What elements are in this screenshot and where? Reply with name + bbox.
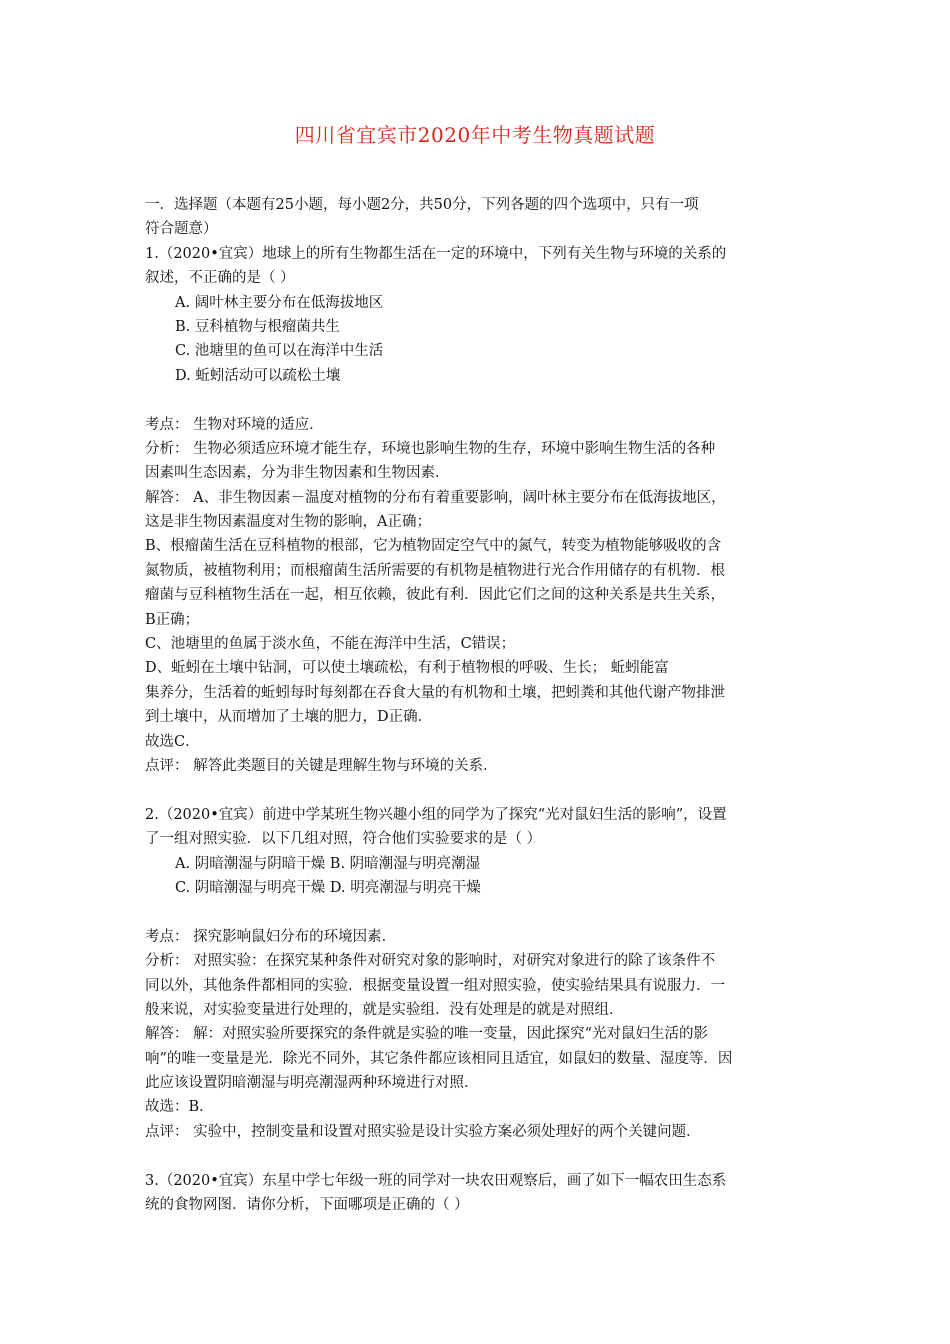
document-body [145,193,815,1217]
q2-options-row-1: A. 阴暗潮湿与阴暗干燥 B. 阴暗潮湿与明亮潮湿 [175,855,481,872]
q2-stem-line-2: 了一组对照实验．以下几组对照，符合他们实验要求的是（ ） [145,831,542,848]
q1-jieda-line-9: 集养分，生活着的蚯蚓每时每刻都在吞食大量的有机物和土壤，把蚓粪和其他代谢产物排泄 [145,684,725,701]
q2-fenxi-line-2: 同以外，其他条件都相同的实验．根据变量设置一组对照实验，使实验结果具有说服力．一 [145,977,725,994]
q1-option-d: D. 蚯蚓活动可以疏松土壤 [175,367,341,384]
q1-kaodian: 考点： 生物对环境的适应． [145,416,324,433]
q1-option-a: A. 阔叶林主要分布在低海拔地区 [175,294,384,311]
q1-jieda-line-7: C、池塘里的鱼属于淡水鱼，不能在海洋中生活，C错误； [145,636,516,653]
q2-fenxi-line-3: 般来说，对实验变量进行处理的，就是实验组．没有处理是的就是对照组． [145,1001,624,1018]
document-title: 四川省宜宾市2020年中考生物真题试题 [294,123,656,147]
section-heading-line-1: 一．选择题（本题有25小题，每小题2分，共50分，下列各题的四个选项中，只有一项 [145,197,699,213]
q2-options-row-2: C. 阴暗潮湿与明亮干燥 D. 明亮潮湿与明亮干燥 [175,879,481,896]
q1-jieda-line-6: B正确； [145,611,200,628]
q1-option-c: C. 池塘里的鱼可以在海洋中生活 [175,343,384,360]
q1-stem-line-1: 1.（2020•宜宾）地球上的所有生物都生活在一定的环境中，下列有关生物与环境的关系的 [145,245,727,262]
q3-stem-line-2: 统的食物网图．请你分析，下面哪项是正确的（ ） [145,1197,469,1214]
q1-option-b: B. 豆科植物与根瘤菌共生 [175,318,340,335]
spacer [145,1144,815,1168]
q2-stem-line-1: 2.（2020•宜宾）前进中学某班生物兴趣小组的同学为了探究“光对鼠妇生活的影响”，设置 [145,806,727,823]
spacer [145,388,815,412]
q1-jieda-line-2: 这是非生物因素温度对生物的影响，A正确； [145,514,431,531]
section-heading-line-2: 符合题意） [145,221,218,238]
q1-fenxi-line-1: 分析： 生物必须适应环境才能生存，环境也影响生物的生存，环境中影响生物生活的各种 [145,440,716,457]
q2-jieda-line-2: 响”的唯一变量是光．除光不同外，其它条件都应该相同且适宜，如鼠妇的数量、湿度等．因 [145,1050,733,1067]
q1-fenxi-line-2: 因素叫生态因素，分为非生物因素和生物因素． [145,465,450,482]
q3-stem-line-1: 3.（2020•宜宾）东星中学七年级一班的同学对一块农田观察后，画了如下一幅农田生态系 [145,1172,727,1189]
q2-fenxi-line-1: 分析： 对照实验：在探究某种条件对研究对象的影响时，对研究对象进行的除了该条件不 [145,953,716,970]
q1-jieda-line-11: 故选C． [145,733,200,750]
q1-jieda-line-1: 解答： A、非生物因素－温度对植物的分布有着重要影响，阔叶林主要分布在低海拔地区， [145,489,726,506]
q1-stem-line-2: 叙述，不正确的是（ ） [145,270,295,287]
q2-jieda-line-3: 此应该设置阴暗潮湿与明亮潮湿两种环境进行对照． [145,1075,479,1092]
q2-jieda-line-1: 解答： 解：对照实验所要探究的条件就是实验的唯一变量，因此探究“光对鼠妇生活的影 [145,1026,709,1043]
q2-jieda-line-4: 故选：B． [145,1099,214,1116]
spacer [145,778,815,802]
q1-jieda-line-8: D、蚯蚓在土壤中钻洞，可以使土壤疏松，有利于植物根的呼吸、生长； 蚯蚓能富 [145,660,669,677]
q1-jieda-line-10: 到土壤中，从而增加了土壤的肥力，D正确． [145,709,433,726]
q1-dianping: 点评： 解答此类题目的关键是理解生物与环境的关系． [145,757,498,774]
q2-kaodian: 考点： 探究影响鼠妇分布的环境因素． [145,928,397,945]
spacer [145,900,815,924]
q1-jieda-line-5: 瘤菌与豆科植物生活在一起，相互依赖，彼此有利．因此它们之间的这种关系是共生关系， [145,587,725,604]
q1-jieda-line-3: B、根瘤菌生活在豆科植物的根部，它为植物固定空气中的氮气，转变为植物能够吸收的含 [145,538,722,555]
q2-dianping: 点评： 实验中，控制变量和设置对照实验是设计实验方案必须处理好的两个关键问题． [145,1123,701,1140]
q1-jieda-line-4: 氮物质，被植物利用；而根瘤菌生活所需要的有机物是植物进行光合作用储存的有机物．根 [145,562,725,579]
